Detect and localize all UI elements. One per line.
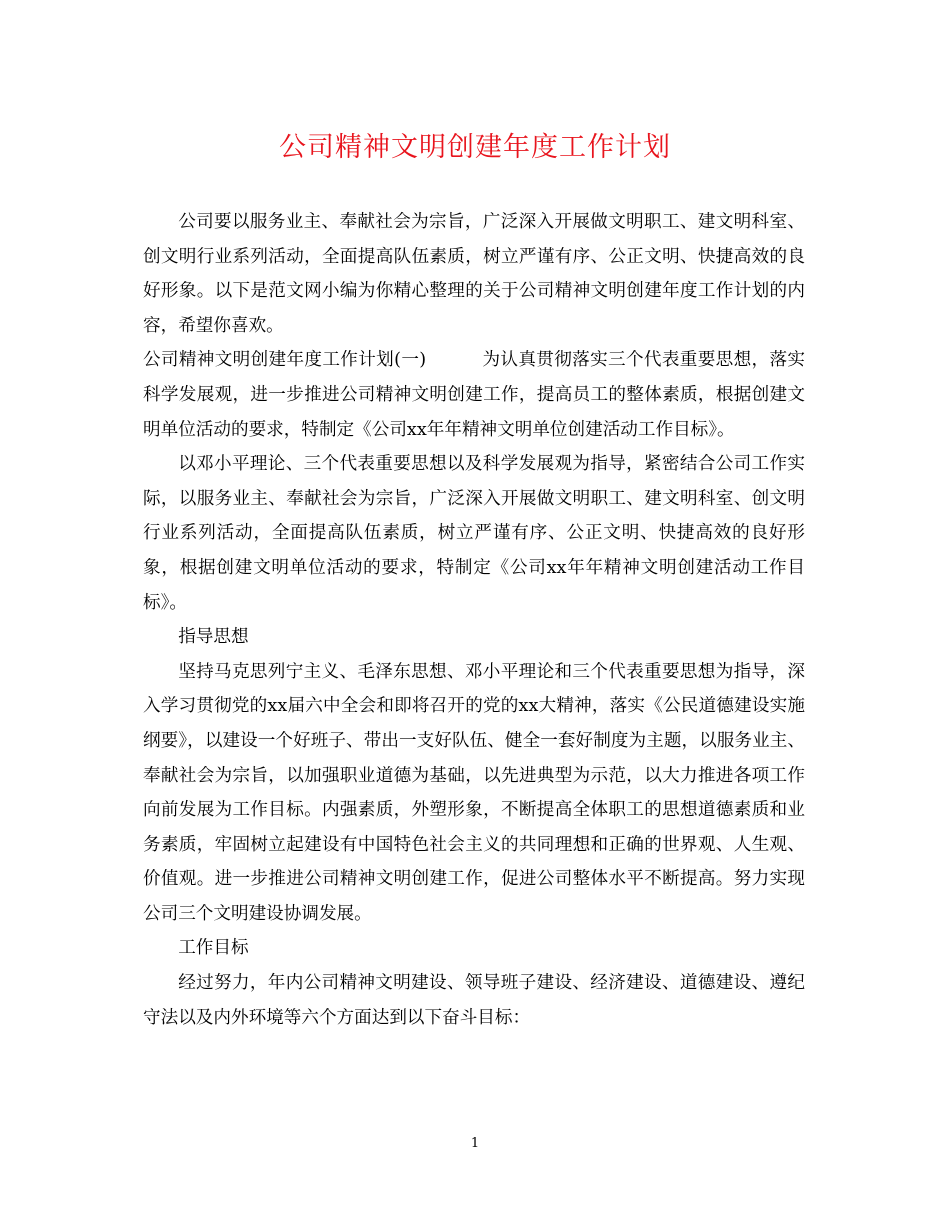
guidance-basis-paragraph: 以邓小平理论、三个代表重要思想以及科学发展观为指导，紧密结合公司工作实际，以服务业主、奉献社会为宗旨，广泛深入开展做文明职工、建文明科室、创文明行业系列活动，全面提高队伍素质，树立严谨有序、公正文明、快捷高效的良好形象，根据创建文明单位活动的要求，特制定《公司xx年年精神文明创建活动工作目标》。	[143, 454, 805, 613]
document-body	[143, 205, 805, 1035]
intro-paragraph: 公司要以服务业主、奉献社会为宗旨，广泛深入开展做文明职工、建文明科室、创文明行业系列活动，全面提高队伍素质，树立严谨有序、公正文明、快捷高效的良好形象。以下是范文网小编为你精心整理的关于公司精神文明创建年度工作计划的内容，希望你喜欢。	[143, 212, 805, 336]
plan-text: 为认真贯彻落实三个代表重要思想，落实科学发展观，进一步推进公司精神文明创建工作，提高员工的整体素质，根据创建文明单位活动的要求，特制定《公司xx年年精神文明单位创建活动工作目标》。	[143, 350, 805, 440]
page-number: 1	[470, 1136, 480, 1151]
section-heading-guiding-thought: 指导思想	[178, 627, 249, 648]
section-heading-work-goals: 工作目标	[178, 938, 249, 959]
plan-heading: 公司精神文明创建年度工作计划(一)	[143, 350, 427, 371]
guiding-thought-paragraph: 坚持马克思列宁主义、毛泽东思想、邓小平理论和三个代表重要思想为指导，深入学习贯彻党的xx届六中全会和即将召开的党的xx大精神，落实《公民道德建设实施纲要》，以建设一个好班子、带出一支好队伍、健全一套好制度为主题，以服务业主、奉献社会为宗旨，以加强职业道德为基础，以先进典型为示范，以大力推进各项工作向前发展为工作目标。内强素质，外塑形象，不断提高全体职工的思想道德素质和业务素质，牢固树立起建设有中国特色社会主义的共同理想和正确的世界观、人生观、价值观。进一步推进公司精神文明创建工作，促进公司整体水平不断提高。努力实现公司三个文明建设协调发展。	[143, 661, 805, 924]
document-title: 公司精神文明创建年度工作计划	[279, 132, 671, 163]
plan-paragraph	[143, 343, 805, 447]
work-goals-paragraph: 经过努力，年内公司精神文明建设、领导班子建设、经济建设、道德建设、遵纪守法以及内外环境等六个方面达到以下奋斗目标：	[143, 973, 805, 1028]
